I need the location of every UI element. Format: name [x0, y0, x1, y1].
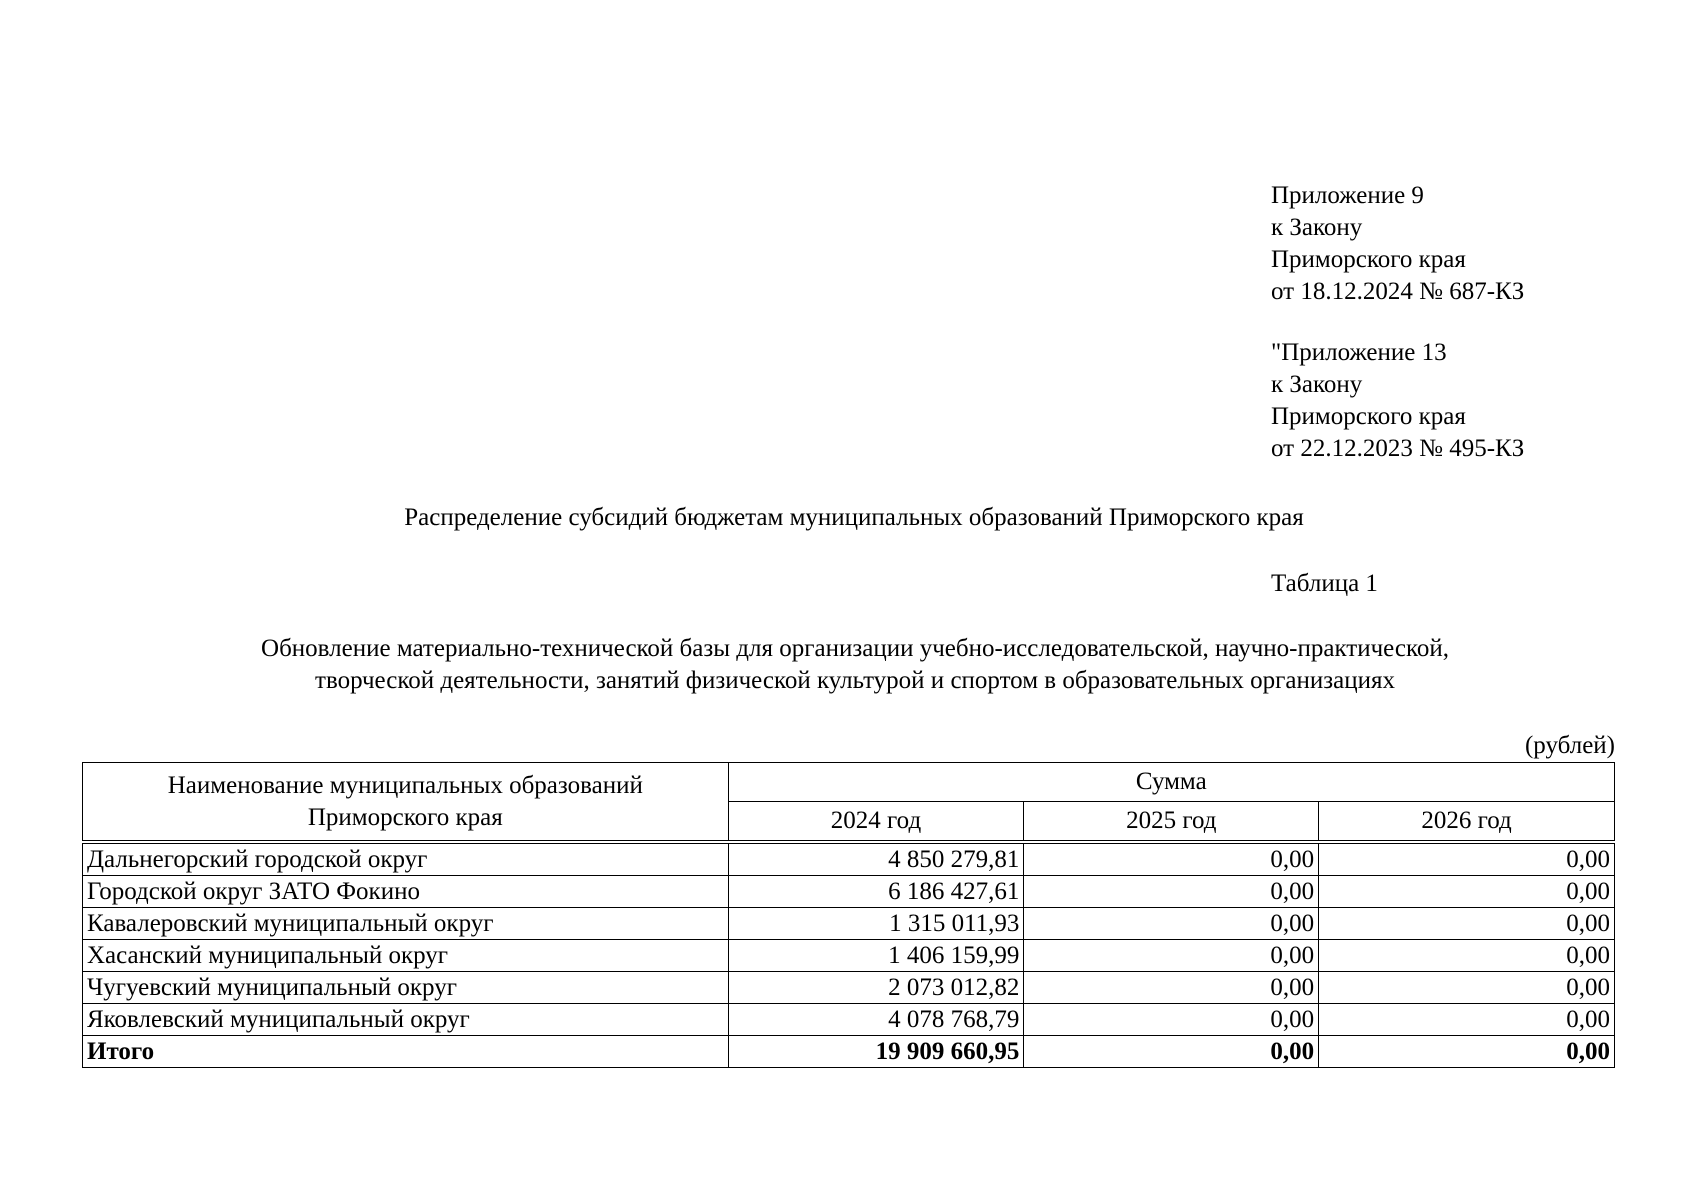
appendix-line: "Приложение 13: [1271, 339, 1447, 366]
header-name-line: Наименование муниципальных образований: [167, 771, 643, 799]
header-sum: Сумма: [728, 763, 1614, 802]
row-value-2026: 0,00: [1319, 940, 1615, 972]
appendix-line: от 22.12.2023 № 495-КЗ: [1271, 435, 1525, 462]
row-value-2024: 6 186 427,61: [728, 876, 1024, 908]
appendix-line: к Закону: [1271, 214, 1363, 241]
appendix-line: от 18.12.2024 № 687-КЗ: [1271, 278, 1525, 305]
total-row: [83, 1036, 1615, 1068]
subtitle-line: Обновление материально-технической базы для организации учебно-исследовательской, научно-практической,: [261, 635, 1449, 662]
row-value-2025: 0,00: [1024, 876, 1319, 908]
table-row: [83, 908, 1615, 940]
appendix-line: Приморского края: [1271, 246, 1466, 273]
table-row: [83, 842, 1615, 876]
row-value-2025: 0,00: [1024, 940, 1319, 972]
units-label: (рублей): [1524, 732, 1615, 759]
row-value-2026: 0,00: [1319, 876, 1615, 908]
row-value-2024: 2 073 012,82: [728, 972, 1024, 1004]
current-appendix-block: [1271, 180, 1524, 308]
row-value-2024: 4 850 279,81: [728, 842, 1024, 876]
subtitle-line: творческой деятельности, занятий физической культурой и спортом в образовательных организациях: [315, 667, 1395, 694]
row-name: Хасанский муниципальный округ: [83, 940, 729, 972]
appendix-line: к Закону: [1271, 371, 1363, 398]
row-value-2025: 0,00: [1024, 842, 1319, 876]
table-subtitle: [0, 633, 1698, 697]
row-value-2026: 0,00: [1319, 1004, 1615, 1036]
row-name: Городской округ ЗАТО Фокино: [83, 876, 729, 908]
table-row: [83, 1004, 1615, 1036]
row-value-2024: 1 406 159,99: [728, 940, 1024, 972]
header-municipality: [83, 763, 729, 843]
document-title: Распределение субсидий бюджетам муниципальных образований Приморского края: [404, 504, 1304, 531]
table-row: [83, 876, 1615, 908]
header-year-2026: 2026 год: [1319, 802, 1615, 843]
row-name: Чугуевский муниципальный округ: [83, 972, 729, 1004]
row-value-2024: 4 078 768,79: [728, 1004, 1024, 1036]
row-value-2026: 0,00: [1319, 842, 1615, 876]
row-value-2025: 0,00: [1024, 972, 1319, 1004]
original-appendix-block: [1271, 337, 1524, 465]
table-row: [83, 940, 1615, 972]
table-row: [83, 972, 1615, 1004]
row-value-2024: 1 315 011,93: [728, 908, 1024, 940]
row-name: Дальнегорский городской округ: [83, 842, 729, 876]
row-name: Яковлевский муниципальный округ: [83, 1004, 729, 1036]
appendix-line: Приморского края: [1271, 403, 1466, 430]
header-name-line: Приморского края: [307, 803, 503, 831]
row-name: Кавалеровский муниципальный округ: [83, 908, 729, 940]
header-year-2024: 2024 год: [728, 802, 1024, 843]
row-value-2026: 0,00: [1319, 908, 1615, 940]
header-year-2025: 2025 год: [1024, 802, 1319, 843]
appendix-line: Приложение 9: [1271, 182, 1424, 209]
total-label: Итого: [83, 1036, 729, 1068]
total-value-2024: 19 909 660,95: [728, 1036, 1024, 1068]
row-value-2025: 0,00: [1024, 1004, 1319, 1036]
row-value-2026: 0,00: [1319, 972, 1615, 1004]
appendix-header: [1271, 180, 1524, 465]
total-value-2025: 0,00: [1024, 1036, 1319, 1068]
subsidy-table: [82, 762, 1615, 1068]
row-value-2025: 0,00: [1024, 908, 1319, 940]
total-value-2026: 0,00: [1319, 1036, 1615, 1068]
table-number: Таблица 1: [1271, 570, 1378, 597]
